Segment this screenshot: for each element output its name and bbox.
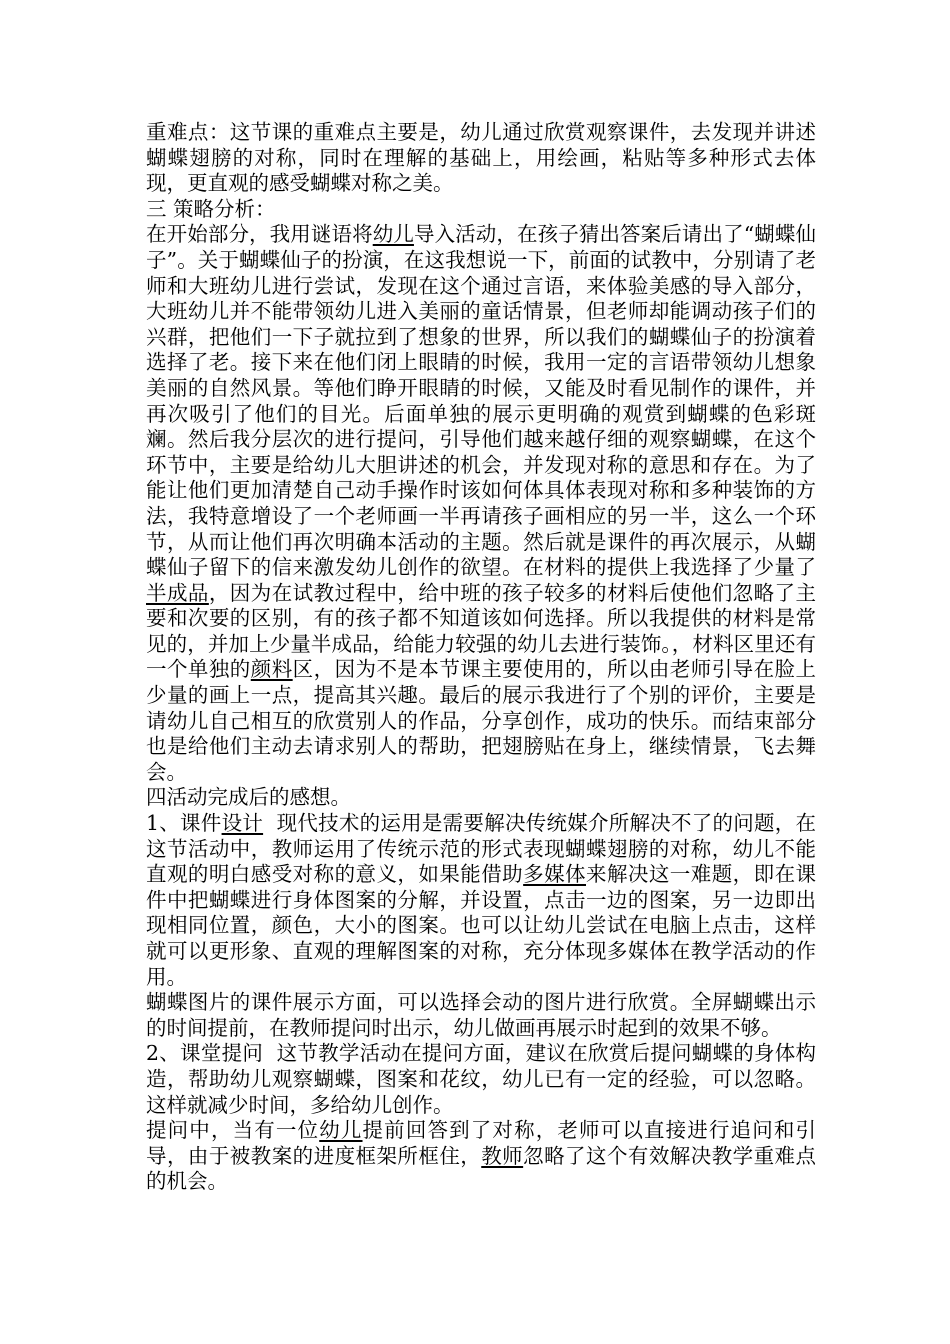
paragraph-strategy [146,222,816,785]
document-body [146,120,816,1195]
text-run: 区，因为不是本节课主要使用的，所以由老师引导在脸上少量的画上一点，提高其兴趣。最后的展示我进行了个别的评价，主要是请幼儿自己相互的欣赏别人的作品，分享创作，成功的快乐。而结束部分也是给他们主动去请求别人的帮助，把翅膀贴在身上，继续情景，飞去舞会。 [146,657,817,784]
link-banchengpin[interactable]: 半成品 [146,580,209,605]
text-run: 三 策略分析： [146,196,276,221]
link-youer[interactable]: 幼儿 [372,222,414,247]
text-run: 来解决这一难题，即在课件中把蝴蝶进行身体图案的分解，并设置，点击一边的图案，另一边即出现相同位置，颜色，大小的图案。也可以让幼儿尝试在电脑上点击，这样就可以更形象、直观的理解图案的对称，充分体现多媒体在教学活动的作用。 [146,862,817,989]
link-youer-2[interactable]: 幼儿 [319,1118,363,1143]
text-run: 忽略了这个有效解决教学重难点的机会。 [146,1143,817,1194]
paragraph-questioning [146,1118,816,1195]
link-sheji[interactable]: 设计 [221,811,264,836]
text-run: 重难点：这节课的重难点主要是，幼儿通过欣赏观察课件，去发现并讲述蝴蝶翅膀的对称，同时在理解的基础上，用绘画，粘贴等多种形式去体现，更直观的感受蝴蝶对称之美。 [146,120,816,196]
text-run: 四活动完成后的感想。 [146,785,351,810]
text-run: 蝴蝶图片的课件展示方面，可以选择会动的图片进行欣赏。全屏蝴蝶出示的时间提前，在教师提问时出示，幼儿做画再展示时起到的效果不够。 [146,990,816,1040]
text-run: 提前回答到了对称，老师可以直接进行追问和引导，由于被教案的进度框架所框住， [146,1118,817,1168]
text-run: 提问中，当有一位 [146,1118,320,1143]
link-jiaoshi[interactable]: 教师 [481,1143,524,1168]
text-run: 在开始部分，我用谜语将 [146,222,373,247]
link-yanliao[interactable]: 颜料 [250,657,293,682]
paragraph-key-difficulties [146,120,816,197]
text-run: 现代技术的运用是需要解决传统媒介所解决不了的问题，在这节活动中，教师运用了传统示范的形式表现蝴蝶翅膀的对称，幼儿不能直观的明白感受对称的意义，如果能借助 [146,811,817,887]
link-duomeiti[interactable]: 多媒体 [523,862,586,887]
paragraph-courseware-design [146,811,816,990]
paragraph-courseware-images [146,990,816,1041]
text-run: 1、课件 [146,811,222,836]
heading-reflections [146,785,816,811]
text-run: 导入活动，在孩子猜出答案后请出了“蝴蝶仙子”。关于蝴蝶仙子的扮演，在这我想说一下，前面的试教中，分别请了老师和大班幼儿进行尝试，发现在这个通过言语，来体验美感的导入部分，大班幼儿并不能带领幼儿进入美丽的童话情景，但老师却能调动孩子们的兴群，把他们一下子就拉到了想象的世界，所以我们的蝴蝶仙子的扮演着选择了老。接下来在他们闭上眼睛的时候，我用一定的言语带领幼儿想象美丽的自然风景。等他们睁开眼睛的时候，又能及时看见制作的课件，并再次吸引了他们的目光。后面单独的展示更明确的观赏到蝴蝶的色彩斑斓。然后我分层次的进行提问，引导他们越来越仔细的观察蝴蝶，在这个环节中，主要是给幼儿大胆讲述的机会，并发现对称的意思和存在。为了能让他们更加清楚自己动手操作时该如何体具体表现对称和多种装饰的方法，我特意增设了一个老师画一半再请孩子画相应的另一半，这么一个环节，从而让他们再次明确本活动的主题。然后就是课件的再次展示，从蝴蝶仙子留下的信来激发幼儿创作的欲望。在材料的提供上我选择了少量了 [146,222,817,580]
text-run: ，因为在试教过程中，给中班的孩子较多的材料后使他们忽略了主要和次要的区别，有的孩子都不知道该如何选择。所以我提供的材料是常见的，并加上少量半成品，给能力较强的幼儿去进行装饰。，材料区里还有一个单独的 [146,580,817,682]
text-run: 2、课堂提问 这节教学活动在提问方面，建议在欣赏后提问蝴蝶的身体构造，帮助幼儿观察蝴蝶，图案和花纹，幼儿已有一定的经验，可以忽略。这样就减少时间，多给幼儿创作。 [146,1041,816,1117]
heading-strategy-analysis [146,197,816,223]
paragraph-classroom-questions [146,1041,816,1118]
